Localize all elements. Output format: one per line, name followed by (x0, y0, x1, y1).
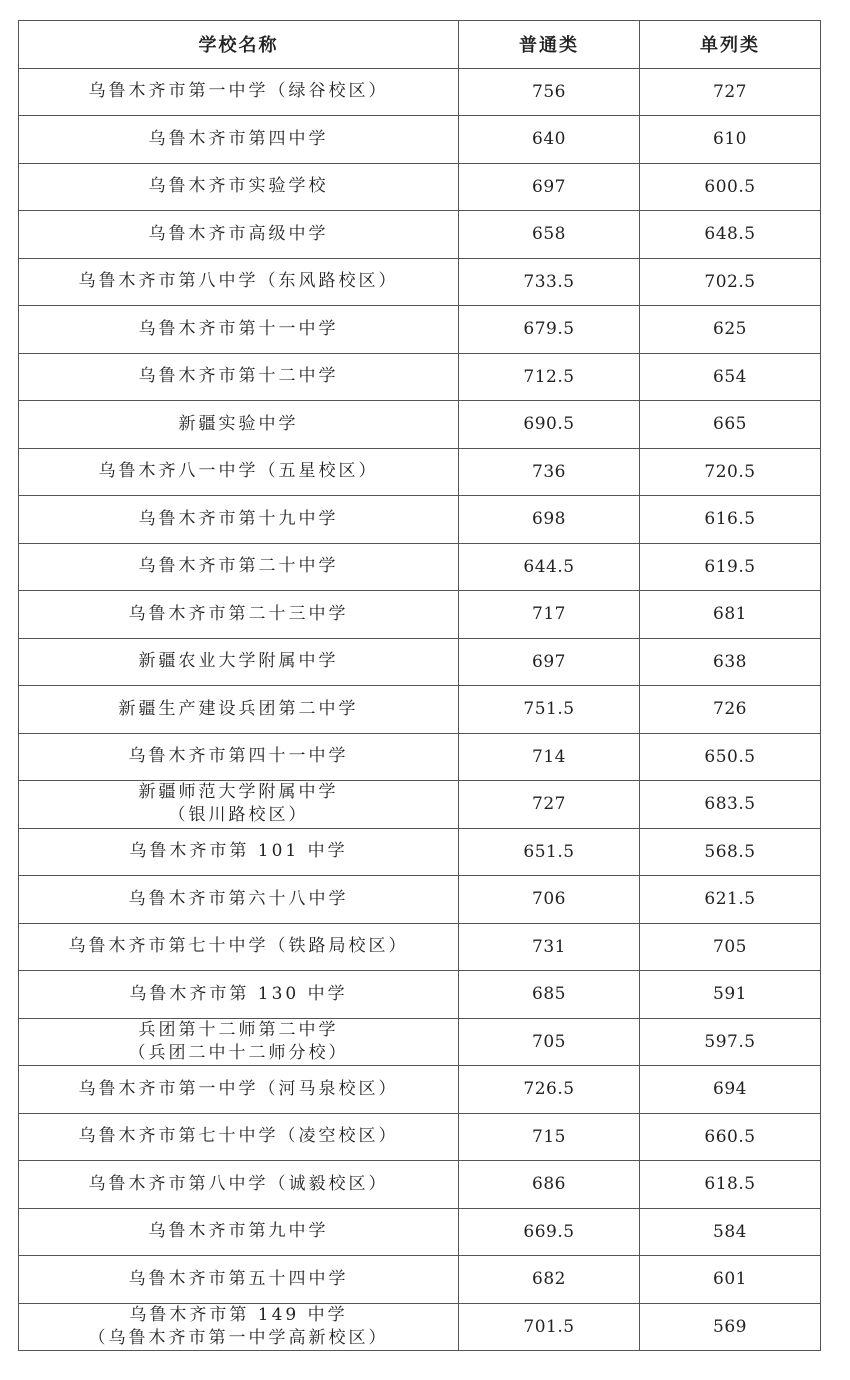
header-general-category: 普通类 (459, 21, 640, 69)
school-name-cell (19, 781, 459, 829)
school-name-line: （兵团二中十二师分校） (128, 1042, 349, 1063)
separate-score-cell: 648.5 (640, 211, 821, 259)
general-score-cell: 706 (459, 876, 640, 924)
separate-score-cell: 665 (640, 401, 821, 449)
separate-score-cell: 569 (640, 1303, 821, 1351)
table-row (19, 591, 821, 639)
school-name-line: 乌鲁木齐市第二十中学 (138, 556, 339, 577)
separate-score-cell: 616.5 (640, 496, 821, 544)
school-name-line: 乌鲁木齐市第十九中学 (138, 508, 339, 529)
school-name-cell (19, 733, 459, 781)
general-score-cell: 731 (459, 923, 640, 971)
school-name-line: 乌鲁木齐市第四十一中学 (128, 746, 349, 767)
separate-score-cell: 683.5 (640, 781, 821, 829)
separate-score-cell: 591 (640, 971, 821, 1019)
separate-score-cell: 568.5 (640, 828, 821, 876)
school-name-line: 乌鲁木齐市第六十八中学 (128, 888, 349, 909)
school-name-cell (19, 1303, 459, 1351)
school-name-line: 乌鲁木齐市高级中学 (148, 223, 329, 244)
separate-score-cell: 625 (640, 306, 821, 354)
school-name-cell (19, 401, 459, 449)
table-row (19, 496, 821, 544)
separate-score-cell: 654 (640, 353, 821, 401)
school-name-line: 乌鲁木齐市第一中学（绿谷校区） (88, 81, 389, 102)
school-name-line: 乌鲁木齐八一中学（五星校区） (98, 461, 379, 482)
school-name-line: 乌鲁木齐市第七十中学（铁路局校区） (68, 936, 409, 957)
school-name-cell (19, 116, 459, 164)
school-name-line: （银川路校区） (168, 805, 309, 826)
table-row (19, 1018, 821, 1066)
admission-score-table (18, 20, 821, 1351)
general-score-cell: 714 (459, 733, 640, 781)
school-name-cell (19, 876, 459, 924)
table-row (19, 1113, 821, 1161)
general-score-cell: 698 (459, 496, 640, 544)
table-row (19, 1161, 821, 1209)
separate-score-cell: 705 (640, 923, 821, 971)
table-row (19, 876, 821, 924)
table-row (19, 781, 821, 829)
school-name-cell (19, 448, 459, 496)
separate-score-cell: 650.5 (640, 733, 821, 781)
table-row (19, 116, 821, 164)
general-score-cell: 669.5 (459, 1208, 640, 1256)
general-score-cell: 697 (459, 638, 640, 686)
school-name-line: 乌鲁木齐市第十一中学 (138, 318, 339, 339)
general-score-cell: 679.5 (459, 306, 640, 354)
school-name-line: 新疆生产建设兵团第二中学 (118, 698, 359, 719)
school-name-cell (19, 828, 459, 876)
school-name-cell (19, 1113, 459, 1161)
general-score-cell: 690.5 (459, 401, 640, 449)
general-score-cell: 727 (459, 781, 640, 829)
general-score-cell: 712.5 (459, 353, 640, 401)
general-score-cell: 697 (459, 163, 640, 211)
separate-score-cell: 726 (640, 686, 821, 734)
school-name-line: 兵团第十二师第二中学 (138, 1019, 339, 1040)
general-score-cell: 685 (459, 971, 640, 1019)
general-score-cell: 751.5 (459, 686, 640, 734)
school-name-cell (19, 591, 459, 639)
school-name-line: 新疆农业大学附属中学 (138, 651, 339, 672)
table-header-row (19, 21, 821, 69)
school-name-cell (19, 258, 459, 306)
separate-score-cell: 694 (640, 1066, 821, 1114)
separate-score-cell: 660.5 (640, 1113, 821, 1161)
school-name-line: 乌鲁木齐市第五十四中学 (128, 1268, 349, 1289)
table-row (19, 638, 821, 686)
school-name-cell (19, 923, 459, 971)
school-name-cell (19, 496, 459, 544)
general-score-cell: 705 (459, 1018, 640, 1066)
school-name-cell (19, 68, 459, 116)
table-row (19, 258, 821, 306)
separate-score-cell: 702.5 (640, 258, 821, 306)
school-name-line: 乌鲁木齐市第 130 中学 (129, 983, 348, 1004)
general-score-cell: 651.5 (459, 828, 640, 876)
general-score-cell: 658 (459, 211, 640, 259)
school-name-line: 乌鲁木齐市第七十中学（凌空校区） (78, 1126, 399, 1147)
general-score-cell: 701.5 (459, 1303, 640, 1351)
general-score-cell: 686 (459, 1161, 640, 1209)
table-row (19, 306, 821, 354)
school-name-cell (19, 1066, 459, 1114)
separate-score-cell: 727 (640, 68, 821, 116)
school-name-line: 乌鲁木齐市第八中学（东风路校区） (78, 271, 399, 292)
table-row (19, 448, 821, 496)
school-name-line: 乌鲁木齐市第八中学（诚毅校区） (88, 1173, 389, 1194)
separate-score-cell: 600.5 (640, 163, 821, 211)
table-row (19, 971, 821, 1019)
table-row (19, 353, 821, 401)
table-row (19, 1208, 821, 1256)
table-row (19, 543, 821, 591)
table-row (19, 211, 821, 259)
school-name-cell (19, 686, 459, 734)
school-name-cell (19, 1208, 459, 1256)
table-row (19, 401, 821, 449)
header-school-name: 学校名称 (19, 21, 459, 69)
separate-score-cell: 681 (640, 591, 821, 639)
table-row (19, 1066, 821, 1114)
school-name-line: 新疆实验中学 (178, 413, 299, 434)
general-score-cell: 717 (459, 591, 640, 639)
school-name-line: 乌鲁木齐市第一中学（河马泉校区） (78, 1078, 399, 1099)
school-name-line: 乌鲁木齐市第 149 中学 (129, 1304, 348, 1325)
separate-score-cell: 610 (640, 116, 821, 164)
table-row (19, 163, 821, 211)
separate-score-cell: 601 (640, 1256, 821, 1304)
school-name-line: 乌鲁木齐市实验学校 (148, 176, 329, 197)
school-name-cell (19, 1018, 459, 1066)
school-name-cell (19, 1161, 459, 1209)
separate-score-cell: 597.5 (640, 1018, 821, 1066)
school-name-line: 乌鲁木齐市第四中学 (148, 128, 329, 149)
school-name-cell (19, 971, 459, 1019)
school-name-cell (19, 638, 459, 686)
school-name-line: （乌鲁木齐市第一中学高新校区） (88, 1327, 389, 1348)
table-row (19, 828, 821, 876)
separate-score-cell: 638 (640, 638, 821, 686)
separate-score-cell: 618.5 (640, 1161, 821, 1209)
table-row (19, 1256, 821, 1304)
table-row (19, 686, 821, 734)
table-row (19, 1303, 821, 1351)
table-row (19, 733, 821, 781)
school-name-line: 乌鲁木齐市第十二中学 (138, 366, 339, 387)
school-name-line: 新疆师范大学附属中学 (138, 782, 339, 803)
general-score-cell: 733.5 (459, 258, 640, 306)
school-name-cell (19, 163, 459, 211)
school-name-cell (19, 211, 459, 259)
school-name-cell (19, 353, 459, 401)
table-row (19, 68, 821, 116)
separate-score-cell: 621.5 (640, 876, 821, 924)
school-name-line: 乌鲁木齐市第九中学 (148, 1221, 329, 1242)
school-name-line: 乌鲁木齐市第 101 中学 (129, 841, 348, 862)
general-score-cell: 726.5 (459, 1066, 640, 1114)
general-score-cell: 640 (459, 116, 640, 164)
separate-score-cell: 720.5 (640, 448, 821, 496)
general-score-cell: 715 (459, 1113, 640, 1161)
school-name-cell (19, 543, 459, 591)
general-score-cell: 736 (459, 448, 640, 496)
general-score-cell: 682 (459, 1256, 640, 1304)
general-score-cell: 644.5 (459, 543, 640, 591)
separate-score-cell: 584 (640, 1208, 821, 1256)
table-row (19, 923, 821, 971)
general-score-cell: 756 (459, 68, 640, 116)
school-name-cell (19, 1256, 459, 1304)
school-name-cell (19, 306, 459, 354)
header-separate-category: 单列类 (640, 21, 821, 69)
school-name-line: 乌鲁木齐市第二十三中学 (128, 603, 349, 624)
separate-score-cell: 619.5 (640, 543, 821, 591)
score-table-container (18, 20, 821, 1351)
